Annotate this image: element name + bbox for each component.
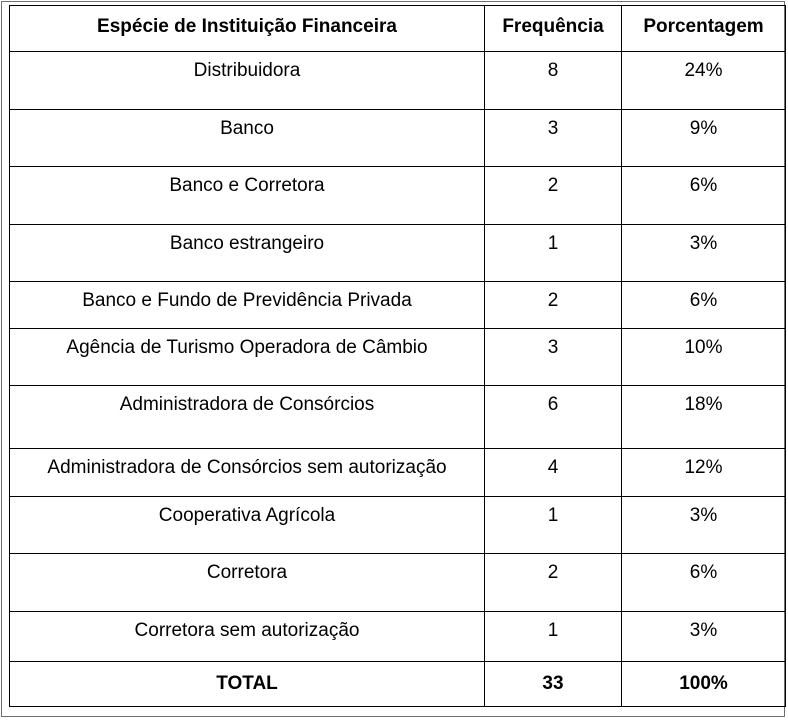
frequency-cell: 2: [485, 282, 622, 329]
institution-type-cell: Administradora de Consórcios sem autorização: [10, 449, 485, 497]
table-row: [10, 612, 786, 662]
table-row: [10, 497, 786, 554]
header-frequency: Frequência: [485, 6, 622, 52]
institution-type-cell: Agência de Turismo Operadora de Câmbio: [10, 329, 485, 386]
table-row: [10, 386, 786, 449]
percentage-cell: 3%: [622, 612, 786, 662]
table-row: [10, 449, 786, 497]
table-row: [10, 52, 786, 110]
percentage-cell: 24%: [622, 52, 786, 110]
table-row: [10, 225, 786, 282]
institution-type-cell: Distribuidora: [10, 52, 485, 110]
percentage-cell: 6%: [622, 167, 786, 225]
total-label: TOTAL: [10, 662, 485, 707]
total-row: [10, 662, 786, 707]
frequency-cell: 1: [485, 225, 622, 282]
percentage-cell: 3%: [622, 497, 786, 554]
table-row: [10, 110, 786, 167]
percentage-cell: 12%: [622, 449, 786, 497]
table-row: [10, 282, 786, 329]
financial-institutions-table: [9, 5, 786, 707]
institution-type-cell: Banco estrangeiro: [10, 225, 485, 282]
total-percentage: 100%: [622, 662, 786, 707]
frequency-cell: 1: [485, 612, 622, 662]
frequency-cell: 3: [485, 329, 622, 386]
document-frame: [1, 1, 785, 717]
percentage-cell: 3%: [622, 225, 786, 282]
percentage-cell: 6%: [622, 554, 786, 612]
total-frequency: 33: [485, 662, 622, 707]
percentage-cell: 18%: [622, 386, 786, 449]
percentage-cell: 10%: [622, 329, 786, 386]
header-institution-type: Espécie de Instituição Financeira: [10, 6, 485, 52]
institution-type-cell: Corretora sem autorização: [10, 612, 485, 662]
institution-type-cell: Banco e Fundo de Previdência Privada: [10, 282, 485, 329]
institution-type-cell: Banco: [10, 110, 485, 167]
institution-type-cell: Corretora: [10, 554, 485, 612]
frequency-cell: 6: [485, 386, 622, 449]
frequency-cell: 4: [485, 449, 622, 497]
percentage-cell: 6%: [622, 282, 786, 329]
frequency-cell: 2: [485, 554, 622, 612]
percentage-cell: 9%: [622, 110, 786, 167]
frequency-cell: 3: [485, 110, 622, 167]
table-row: [10, 329, 786, 386]
table-row: [10, 554, 786, 612]
header-row: [10, 6, 786, 52]
header-percentage: Porcentagem: [622, 6, 786, 52]
institution-type-cell: Banco e Corretora: [10, 167, 485, 225]
frequency-cell: 1: [485, 497, 622, 554]
frequency-cell: 8: [485, 52, 622, 110]
table-row: [10, 167, 786, 225]
frequency-cell: 2: [485, 167, 622, 225]
institution-type-cell: Cooperativa Agrícola: [10, 497, 485, 554]
institution-type-cell: Administradora de Consórcios: [10, 386, 485, 449]
